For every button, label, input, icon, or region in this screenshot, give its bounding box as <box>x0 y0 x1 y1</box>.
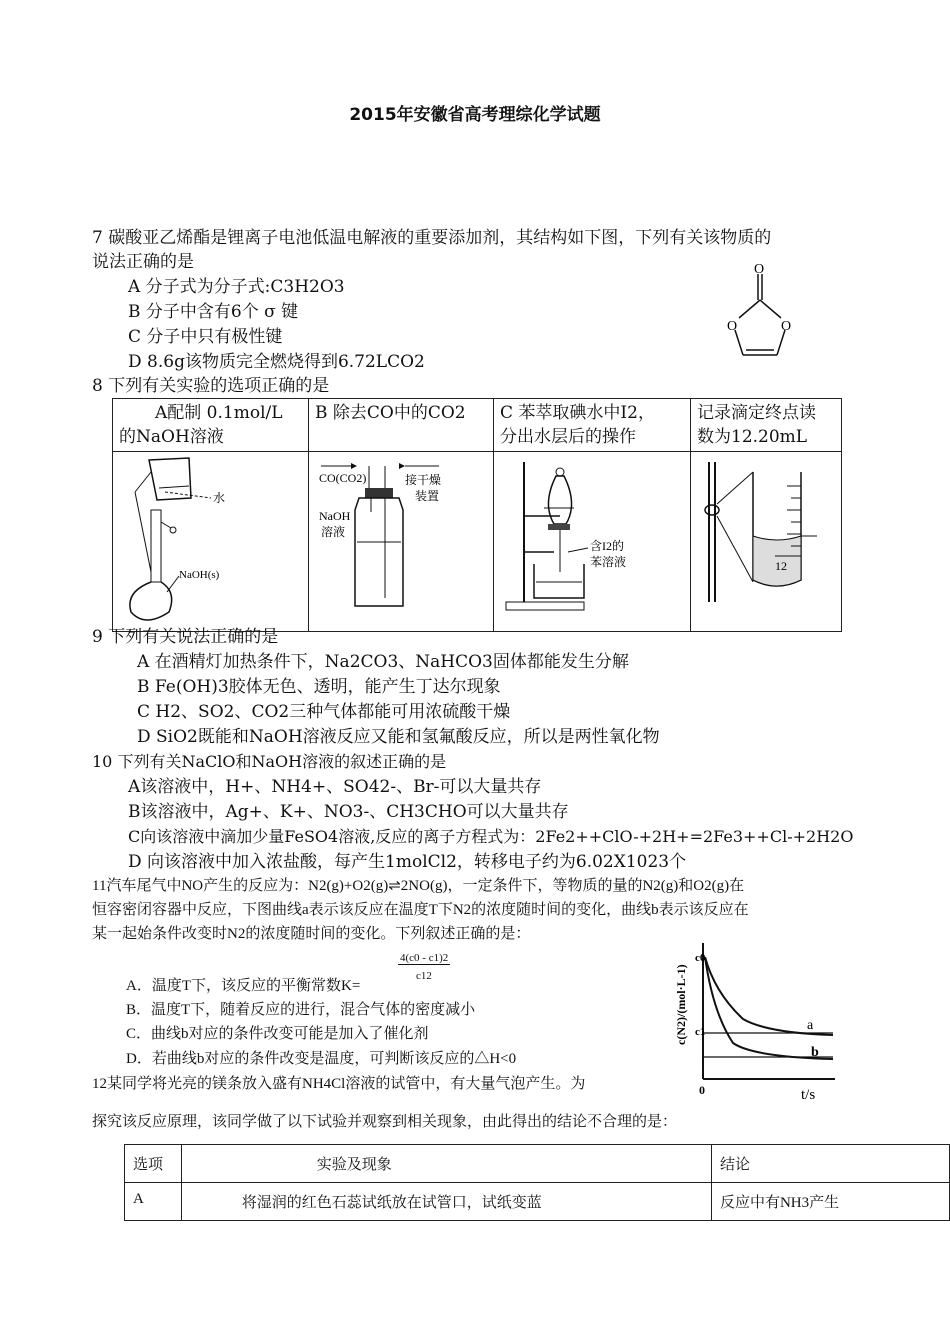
svg-text:水: 水 <box>213 491 226 505</box>
q7-option-c: C 分子中只有极性键 <box>128 327 283 347</box>
curve-a <box>705 957 833 1035</box>
q11-stem-line1: 11汽车尾气中NO产生的反应为：N2(g)+O2(g)⇌2NO(g)，一定条件下，等物质的量的N2(g)和O2(g)在 <box>92 878 745 894</box>
volumetric-flask-figure <box>113 452 308 624</box>
q10-option-d: D 向该溶液中加入浓盐酸，每产生1molCl2，转移电子约为6.02X1023个 <box>128 852 687 872</box>
carbonyl-oxygen-label: O <box>754 262 765 277</box>
q12-row-a-conclusion: 反应中有NH3产生 <box>711 1183 949 1221</box>
q7-option-a: A 分子式为分子式:C3H2O3 <box>128 277 345 297</box>
vinylene-carbonate-structure <box>715 258 805 368</box>
svg-text:NaOH(s): NaOH(s) <box>179 569 220 581</box>
q11-option-c: C．曲线b对应的条件改变可能是加入了催化剂 <box>126 1026 429 1042</box>
curve-a-label: a <box>807 1018 814 1033</box>
q9-option-a: A 在酒精灯加热条件下，Na2CO3、NaHCO3固体都能发生分解 <box>137 652 629 672</box>
q9-option-c: C H2、SO2、CO2三种气体都能可用浓硫酸干燥 <box>137 702 511 722</box>
q8-header-b: B 除去CO中的CO2 <box>309 399 494 452</box>
q12-table <box>124 1144 950 1221</box>
q8-header-d: 记录滴定终点读 数为12.20mL <box>691 399 842 452</box>
graph-y-axis-label: c(N2)/(mol·L-1) <box>674 964 688 1045</box>
q11-k-denominator: c12 <box>416 970 432 982</box>
svg-text:NaOH: NaOH <box>319 509 351 523</box>
ring-oxygen-left-label: O <box>727 319 738 334</box>
q10-stem: 10 下列有关NaClO和NaOH溶液的叙述正确的是 <box>92 752 447 771</box>
q11-stem-line2: 恒容密闭容器中反应，下图曲线a表示该反应在温度T下N2的浓度随时间的变化，曲线b表示该反应在 <box>92 902 749 918</box>
graph-origin-label: 0 <box>699 1083 705 1097</box>
q10-option-a: A该溶液中，H+、NH4+、SO42-、Br-可以大量共存 <box>128 777 542 797</box>
q8-header-c: C 苯萃取碘水中I2， 分出水层后的操作 <box>494 399 691 452</box>
svg-text:装置: 装置 <box>415 489 440 503</box>
q8-table <box>112 398 842 632</box>
q12-row-a-experiment: 将湿润的红色石蕊试纸放在试管口，试纸变蓝 <box>181 1183 711 1221</box>
q10-option-b: B该溶液中，Ag+、K+、NO3-、CH3CHO可以大量共存 <box>128 802 569 822</box>
q12-stem-line1: 12某同学将光亮的镁条放入盛有NH4Cl溶液的试管中，有大量气泡产生。为 <box>92 1076 586 1092</box>
q8-figure-c-cell <box>494 452 691 632</box>
curve-b-label: b <box>811 1045 819 1060</box>
q8-figure-d-cell <box>691 452 842 632</box>
q12-col-experiment: 实验及现象 <box>181 1145 711 1183</box>
q12-row-a-option: A <box>125 1183 182 1221</box>
q8-figure-a-cell <box>113 452 309 632</box>
q12-col-option: 选项 <box>125 1145 182 1183</box>
q9-option-b: B Fe(OH)3胶体无色、透明，能产生丁达尔现象 <box>137 677 501 697</box>
q10-option-c: C向该溶液中滴加少量FeSO4溶液,反应的离子方程式为：2Fe2++ClO-+2H+=2Fe3++Cl-+2H2O <box>128 827 854 846</box>
q7-stem-line1: 7 碳酸亚乙烯酯是锂离子电池低温电解液的重要添加剂，其结构如下图，下列有关该物质的 <box>92 228 772 248</box>
q7-stem-line2: 说法正确的是 <box>92 252 194 272</box>
svg-text:溶液: 溶液 <box>321 525 346 539</box>
q7-option-d: D 8.6g该物质完全燃烧得到6.72LCO2 <box>128 352 425 372</box>
q12-table-header-row <box>125 1145 950 1183</box>
q12-stem-line2: 探究该反应原理，该同学做了以下试验并观察到相关现象，由此得出的结论不合理的是： <box>92 1114 678 1130</box>
burette-reading-figure <box>691 452 841 624</box>
graph-c0-label: c0 <box>695 952 706 964</box>
q11-option-a: A．温度T下，该反应的平衡常数K= <box>126 978 361 994</box>
q12-col-conclusion: 结论 <box>711 1145 949 1183</box>
q8-stem: 8 下列有关实验的选项正确的是 <box>92 376 330 396</box>
graph-x-axis-label: t/s <box>801 1087 816 1103</box>
gas-washing-bottle-figure <box>309 452 493 624</box>
q9-option-d: D SiO2既能和NaOH溶液反应又能和氢氟酸反应，所以是两性氧化物 <box>137 727 660 747</box>
q11-option-d: D．若曲线b对应的条件改变是温度，可判断该反应的△H<0 <box>126 1051 517 1067</box>
q7-option-b: B 分子中含有6个 σ 键 <box>128 302 299 322</box>
curve-b <box>705 957 833 1059</box>
q8-header-a: A配制 0.1mol/L 的NaOH溶液 <box>113 399 309 452</box>
svg-text:12: 12 <box>775 559 787 573</box>
q8-figure-b-cell <box>309 452 494 632</box>
q9-stem: 9 下列有关说法正确的是 <box>92 627 279 647</box>
graph-c1-label: c1 <box>695 1026 706 1038</box>
separatory-funnel-figure <box>494 452 690 624</box>
svg-text:含I2的: 含I2的 <box>590 539 624 553</box>
q11-k-numerator: 4(c0 - c1)2 <box>400 952 449 964</box>
ring-oxygen-right-label: O <box>781 319 792 334</box>
q11-concentration-graph <box>655 935 840 1107</box>
q11-option-b: B．温度T下，随着反应的进行，混合气体的密度减小 <box>126 1002 476 1018</box>
table-row <box>125 1183 950 1221</box>
svg-text:CO(CO2): CO(CO2) <box>319 471 367 485</box>
q11-stem-line3: 某一起始条件改变时N2的浓度随时间的变化。下列叙述正确的是： <box>92 926 531 942</box>
page-title: 2015年安徽省高考理综化学试题 <box>349 105 601 125</box>
svg-text:苯溶液: 苯溶液 <box>590 555 627 569</box>
svg-text:接干燥: 接干燥 <box>405 473 442 487</box>
